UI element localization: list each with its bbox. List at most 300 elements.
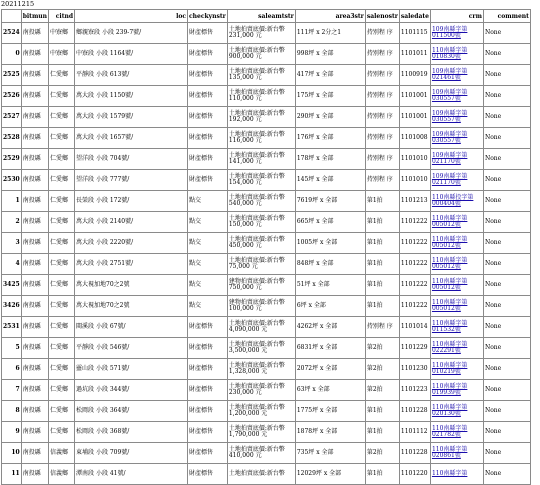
cell-index: 3425 bbox=[2, 275, 22, 296]
cell-citnd: 仁愛鄉 bbox=[49, 359, 75, 380]
column-header-checkynstr: checkynstr bbox=[188, 10, 228, 23]
cell-checkynstr: 點交 bbox=[188, 296, 228, 317]
cell-comment: None bbox=[483, 191, 530, 212]
cell-checkynstr: 財產標售 bbox=[188, 464, 228, 485]
cell-index: 4 bbox=[2, 254, 22, 275]
cell-salenostr: 第1拍 bbox=[365, 191, 399, 212]
cell-crm bbox=[430, 65, 483, 86]
cell-citnd: 仁愛鄉 bbox=[49, 422, 75, 443]
cell-citnd: 仁愛鄉 bbox=[49, 65, 75, 86]
cell-saledate: 1101222 bbox=[399, 212, 430, 233]
cell-checkynstr: 財產標售 bbox=[188, 401, 228, 422]
cell-area3str: 998坪 x 全部 bbox=[295, 44, 365, 65]
cell-area3str: 12029坪 x 全部 bbox=[295, 464, 365, 485]
cell-saledate: 1101011 bbox=[399, 44, 430, 65]
cell-citnd: 信義鄉 bbox=[49, 464, 75, 485]
crm-link[interactable]: 109南縣字第 021461號 bbox=[431, 67, 468, 81]
cell-saledate: 1101115 bbox=[399, 23, 430, 44]
cell-saleamtstr: 土地拍賣底價:新台幣 135,000 元 bbox=[227, 65, 295, 86]
cell-crm bbox=[430, 149, 483, 170]
cell-index: 2529 bbox=[2, 149, 22, 170]
cell-crm bbox=[430, 401, 483, 422]
cell-crm bbox=[430, 23, 483, 44]
cell-saledate: 1101222 bbox=[399, 275, 430, 296]
cell-index: 2527 bbox=[2, 107, 22, 128]
cell-citnd: 仁愛鄉 bbox=[49, 233, 75, 254]
table-row bbox=[2, 191, 531, 212]
cell-index: 11 bbox=[2, 464, 22, 485]
cell-crm bbox=[430, 233, 483, 254]
cell-salenostr: 持別程 序 bbox=[365, 128, 399, 149]
cell-comment: None bbox=[483, 401, 530, 422]
cell-checkynstr: 財產標售 bbox=[188, 44, 228, 65]
cell-salenostr: 第1拍 bbox=[365, 233, 399, 254]
cell-index: 8 bbox=[2, 401, 22, 422]
cell-bitmun: 南投縣 bbox=[21, 380, 48, 401]
cell-loc: 東埔段 小段 709號/ bbox=[75, 443, 188, 464]
cell-salenostr: 第1拍 bbox=[365, 422, 399, 443]
cell-checkynstr: 財產標售 bbox=[188, 443, 228, 464]
cell-bitmun: 南投縣 bbox=[21, 401, 48, 422]
cell-loc: 萬大視加地70之2號 bbox=[75, 275, 188, 296]
crm-link[interactable]: 109南縣字第 021170號 bbox=[431, 172, 468, 186]
cell-loc: 中寮段 小段 1164號/ bbox=[75, 44, 188, 65]
cell-checkynstr: 財產標售 bbox=[188, 149, 228, 170]
cell-crm bbox=[430, 380, 483, 401]
cell-crm bbox=[430, 128, 483, 149]
cell-comment: None bbox=[483, 380, 530, 401]
cell-salenostr: 第1拍 bbox=[365, 296, 399, 317]
column-header-area3str: area3str bbox=[295, 10, 365, 23]
cell-comment: None bbox=[483, 149, 530, 170]
cell-bitmun: 南投縣 bbox=[21, 296, 48, 317]
cell-citnd: 仁愛鄉 bbox=[49, 107, 75, 128]
auction-table-wrapper bbox=[1, 9, 531, 485]
cell-saleamtstr: 土地拍賣底價:新台幣 231,000 元 bbox=[227, 23, 295, 44]
cell-index: 2531 bbox=[2, 317, 22, 338]
cell-bitmun: 南投縣 bbox=[21, 359, 48, 380]
cell-saleamtstr: 土地拍賣底價:新台幣 3,500,000 元 bbox=[227, 338, 295, 359]
table-row bbox=[2, 170, 531, 191]
cell-checkynstr: 點交 bbox=[188, 233, 228, 254]
crm-link[interactable]: 110南縣字第 005012號 bbox=[431, 235, 468, 249]
cell-index: 2528 bbox=[2, 128, 22, 149]
table-row bbox=[2, 359, 531, 380]
cell-crm bbox=[430, 44, 483, 65]
cell-area3str: 1005坪 x 全部 bbox=[295, 233, 365, 254]
cell-salenostr: 第2拍 bbox=[365, 338, 399, 359]
cell-area3str: 176坪 x 全部 bbox=[295, 128, 365, 149]
cell-checkynstr: 點交 bbox=[188, 212, 228, 233]
table-row bbox=[2, 107, 531, 128]
cell-comment: None bbox=[483, 359, 530, 380]
table-row bbox=[2, 212, 531, 233]
cell-salenostr: 第1拍 bbox=[365, 212, 399, 233]
crm-link[interactable]: 110南縣字第 005012號 bbox=[431, 277, 468, 291]
cell-crm bbox=[430, 443, 483, 464]
cell-salenostr: 第2拍 bbox=[365, 359, 399, 380]
table-row bbox=[2, 401, 531, 422]
cell-saleamtstr: 土地拍賣底價:新台幣 bbox=[227, 464, 295, 485]
cell-bitmun: 南投縣 bbox=[21, 338, 48, 359]
cell-loc: 萬大視加地70之2號 bbox=[75, 296, 188, 317]
cell-crm bbox=[430, 212, 483, 233]
crm-link[interactable]: 110南縣字第 005012號 bbox=[431, 214, 468, 228]
cell-salenostr: 持別程 序 bbox=[365, 65, 399, 86]
cell-citnd: 仁愛鄉 bbox=[49, 128, 75, 149]
cell-loc: 潭南段 小段 41號/ bbox=[75, 464, 188, 485]
cell-salenostr: 持別程 序 bbox=[365, 23, 399, 44]
column-header-comment: comment bbox=[483, 10, 530, 23]
cell-checkynstr: 財產標售 bbox=[188, 317, 228, 338]
cell-saledate: 1101010 bbox=[399, 149, 430, 170]
cell-saledate: 1101008 bbox=[399, 128, 430, 149]
cell-checkynstr: 財產標售 bbox=[188, 338, 228, 359]
cell-saledate: 1101001 bbox=[399, 86, 430, 107]
cell-citnd: 仁愛鄉 bbox=[49, 380, 75, 401]
cell-checkynstr: 點交 bbox=[188, 191, 228, 212]
cell-area3str: 111坪 x 2分之1 bbox=[295, 23, 365, 44]
cell-loc: 萬大段 小段 1150號/ bbox=[75, 86, 188, 107]
cell-area3str: 6坪 x 全部 bbox=[295, 296, 365, 317]
cell-area3str: 145坪 x 全部 bbox=[295, 170, 365, 191]
cell-loc: 望洋段 小段 704號/ bbox=[75, 149, 188, 170]
cell-loc: 鄉親寮段 小段 239-7號/ bbox=[75, 23, 188, 44]
cell-saleamtstr: 土地拍賣底價:新台幣 450,000 元 bbox=[227, 233, 295, 254]
column-header-saledate: saledate bbox=[399, 10, 430, 23]
cell-crm bbox=[430, 422, 483, 443]
crm-link[interactable]: 109南縣字第 021170號 bbox=[431, 151, 468, 165]
cell-loc: 萬大段 小段 2220號/ bbox=[75, 233, 188, 254]
cell-crm bbox=[430, 317, 483, 338]
cell-bitmun: 南投縣 bbox=[21, 212, 48, 233]
cell-salenostr: 持別程 序 bbox=[365, 170, 399, 191]
cell-area3str: 51坪 x 全部 bbox=[295, 275, 365, 296]
cell-saleamtstr: 土地拍賣底價:新台幣 154,000 元 bbox=[227, 170, 295, 191]
cell-salenostr: 第1拍 bbox=[365, 401, 399, 422]
cell-area3str: 735坪 x 全部 bbox=[295, 443, 365, 464]
cell-bitmun: 南投縣 bbox=[21, 149, 48, 170]
crm-link[interactable]: 109南縣字第 030557號 bbox=[431, 109, 468, 123]
cell-comment: None bbox=[483, 275, 530, 296]
cell-saledate: 1101228 bbox=[399, 443, 430, 464]
cell-crm bbox=[430, 86, 483, 107]
table-row bbox=[2, 422, 531, 443]
cell-checkynstr: 點交 bbox=[188, 254, 228, 275]
cell-comment: None bbox=[483, 422, 530, 443]
crm-link[interactable]: 110南縣字第 005012號 bbox=[431, 256, 468, 270]
cell-saledate: 1101220 bbox=[399, 464, 430, 485]
cell-salenostr: 持別程 序 bbox=[365, 44, 399, 65]
column-header-salenostr: salenostr bbox=[365, 10, 399, 23]
cell-citnd: 仁愛鄉 bbox=[49, 149, 75, 170]
cell-saleamtstr: 土地拍賣底價:新台幣 1,328,000 元 bbox=[227, 359, 295, 380]
crm-link[interactable]: 110南縣字第 011532號 bbox=[431, 319, 468, 333]
table-header-row bbox=[2, 10, 531, 23]
cell-bitmun: 南投縣 bbox=[21, 65, 48, 86]
cell-saledate: 1101001 bbox=[399, 107, 430, 128]
cell-saledate: 1101228 bbox=[399, 401, 430, 422]
cell-saledate: 1101229 bbox=[399, 338, 430, 359]
crm-link[interactable]: 109南縣字第 011500號 bbox=[431, 25, 468, 39]
cell-area3str: 417坪 x 全部 bbox=[295, 65, 365, 86]
column-header-saleamtstr: saleamtstr bbox=[227, 10, 295, 23]
cell-saleamtstr: 土地拍賣底價:新台幣 110,000 元 bbox=[227, 86, 295, 107]
cell-salenostr: 第1拍 bbox=[365, 464, 399, 485]
cell-saleamtstr: 土地拍賣底價:新台幣 230,000 元 bbox=[227, 380, 295, 401]
crm-link[interactable]: 110南縣字第 010830號 bbox=[431, 46, 468, 60]
cell-saledate: 1101223 bbox=[399, 380, 430, 401]
table-row bbox=[2, 275, 531, 296]
column-header-index bbox=[2, 10, 22, 23]
cell-saledate: 1101230 bbox=[399, 359, 430, 380]
cell-citnd: 仁愛鄉 bbox=[49, 86, 75, 107]
cell-saledate: 1101112 bbox=[399, 422, 430, 443]
cell-citnd: 中寮鄉 bbox=[49, 23, 75, 44]
cell-salenostr: 第2拍 bbox=[365, 380, 399, 401]
cell-checkynstr: 財產標售 bbox=[188, 422, 228, 443]
cell-citnd: 仁愛鄉 bbox=[49, 254, 75, 275]
cell-loc: 萬大段 小段 2140號/ bbox=[75, 212, 188, 233]
cell-area3str: 2072坪 x 全部 bbox=[295, 359, 365, 380]
cell-saledate: 1101222 bbox=[399, 296, 430, 317]
cell-loc: 閩溪段 小段 67號/ bbox=[75, 317, 188, 338]
cell-comment: None bbox=[483, 317, 530, 338]
cell-bitmun: 南投縣 bbox=[21, 422, 48, 443]
cell-salenostr: 持別程 序 bbox=[365, 107, 399, 128]
cell-checkynstr: 財產標售 bbox=[188, 380, 228, 401]
cell-saledate: 1101014 bbox=[399, 317, 430, 338]
cell-area3str: 175坪 x 全部 bbox=[295, 86, 365, 107]
cell-area3str: 1775坪 x 全部 bbox=[295, 401, 365, 422]
cell-saleamtstr: 土地拍賣底價:新台幣 75,000 元 bbox=[227, 254, 295, 275]
table-row bbox=[2, 464, 531, 485]
cell-crm bbox=[430, 359, 483, 380]
cell-area3str: 1878坪 x 全部 bbox=[295, 422, 365, 443]
cell-saleamtstr: 土地拍賣底價:新台幣 410,000 元 bbox=[227, 443, 295, 464]
cell-index: 9 bbox=[2, 422, 22, 443]
cell-saleamtstr: 土地拍賣底價:新台幣 4,090,000 元 bbox=[227, 317, 295, 338]
cell-citnd: 仁愛鄉 bbox=[49, 191, 75, 212]
cell-salenostr: 第2拍 bbox=[365, 443, 399, 464]
cell-comment: None bbox=[483, 443, 530, 464]
cell-citnd: 仁愛鄉 bbox=[49, 401, 75, 422]
cell-loc: 松岡段 小段 364號/ bbox=[75, 401, 188, 422]
cell-comment: None bbox=[483, 86, 530, 107]
table-row bbox=[2, 149, 531, 170]
cell-citnd: 仁愛鄉 bbox=[49, 317, 75, 338]
cell-saleamtstr: 土地拍賣底價:新台幣 116,000 元 bbox=[227, 128, 295, 149]
crm-link[interactable]: 110南縣字第 bbox=[431, 469, 468, 477]
cell-crm bbox=[430, 296, 483, 317]
cell-salenostr: 持別程 序 bbox=[365, 317, 399, 338]
cell-salenostr: 持別程 序 bbox=[365, 149, 399, 170]
cell-loc: 長榮段 小段 172號/ bbox=[75, 191, 188, 212]
cell-index: 7 bbox=[2, 380, 22, 401]
cell-crm bbox=[430, 338, 483, 359]
cell-comment: None bbox=[483, 23, 530, 44]
cell-area3str: 7619坪 x 全部 bbox=[295, 191, 365, 212]
table-body bbox=[2, 23, 531, 485]
cell-comment: None bbox=[483, 254, 530, 275]
cell-loc: 萬大段 小段 1657號/ bbox=[75, 128, 188, 149]
cell-bitmun: 南投縣 bbox=[21, 275, 48, 296]
cell-index: 3426 bbox=[2, 296, 22, 317]
crm-link[interactable]: 110南縣字第 019939號 bbox=[431, 382, 468, 396]
cell-loc: 平靜段 小段 613號/ bbox=[75, 65, 188, 86]
cell-citnd: 仁愛鄉 bbox=[49, 275, 75, 296]
cell-area3str: 848坪 x 全部 bbox=[295, 254, 365, 275]
cell-bitmun: 南投縣 bbox=[21, 170, 48, 191]
cell-saledate: 1101222 bbox=[399, 233, 430, 254]
cell-area3str: 4262坪 x 全部 bbox=[295, 317, 365, 338]
cell-bitmun: 南投縣 bbox=[21, 128, 48, 149]
cell-loc: 松岡段 小段 368號/ bbox=[75, 422, 188, 443]
cell-saleamtstr: 土地拍賣底價:新台幣 192,000 元 bbox=[227, 107, 295, 128]
crm-link[interactable]: 110南縣字第 010219號 bbox=[431, 361, 468, 375]
cell-comment: None bbox=[483, 128, 530, 149]
crm-link[interactable]: 110南縣字第 020861號 bbox=[431, 445, 468, 459]
cell-citnd: 仁愛鄉 bbox=[49, 170, 75, 191]
cell-checkynstr: 財產標售 bbox=[188, 86, 228, 107]
cell-bitmun: 南投縣 bbox=[21, 191, 48, 212]
cell-saledate: 1101213 bbox=[399, 191, 430, 212]
column-header-citnd: citnd bbox=[49, 10, 75, 23]
cell-index: 1 bbox=[2, 191, 22, 212]
cell-saleamtstr: 建物拍賣底價:新台幣 750,000 元 bbox=[227, 275, 295, 296]
cell-area3str: 178坪 x 全部 bbox=[295, 149, 365, 170]
table-row bbox=[2, 338, 531, 359]
cell-loc: 過坑段 小段 344號/ bbox=[75, 380, 188, 401]
table-row bbox=[2, 254, 531, 275]
table-row bbox=[2, 23, 531, 44]
table-row bbox=[2, 86, 531, 107]
cell-citnd: 仁愛鄉 bbox=[49, 212, 75, 233]
crm-link[interactable]: 110南縣字第 005012號 bbox=[431, 298, 468, 312]
cell-saleamtstr: 土地拍賣底價:新台幣 540,000 元 bbox=[227, 191, 295, 212]
cell-index: 2525 bbox=[2, 65, 22, 86]
cell-crm bbox=[430, 254, 483, 275]
cell-comment: None bbox=[483, 170, 530, 191]
cell-bitmun: 南投縣 bbox=[21, 44, 48, 65]
cell-bitmun: 南投縣 bbox=[21, 86, 48, 107]
cell-index: 2530 bbox=[2, 170, 22, 191]
cell-area3str: 6831坪 x 全部 bbox=[295, 338, 365, 359]
table-row bbox=[2, 233, 531, 254]
table-row bbox=[2, 296, 531, 317]
cell-crm bbox=[430, 464, 483, 485]
cell-bitmun: 南投縣 bbox=[21, 317, 48, 338]
cell-saleamtstr: 土地拍賣底價:新台幣 141,000 元 bbox=[227, 149, 295, 170]
cell-crm bbox=[430, 275, 483, 296]
cell-comment: None bbox=[483, 44, 530, 65]
cell-crm bbox=[430, 107, 483, 128]
cell-loc: 望洋段 小段 777號/ bbox=[75, 170, 188, 191]
cell-checkynstr: 財產標售 bbox=[188, 23, 228, 44]
cell-index: 10 bbox=[2, 443, 22, 464]
cell-citnd: 中寮鄉 bbox=[49, 44, 75, 65]
cell-saleamtstr: 土地拍賣底價:新台幣 900,000 元 bbox=[227, 44, 295, 65]
crm-link[interactable]: 109南縣字第 030557號 bbox=[431, 130, 468, 144]
cell-index: 6 bbox=[2, 359, 22, 380]
cell-index: 2 bbox=[2, 212, 22, 233]
cell-bitmun: 南投縣 bbox=[21, 23, 48, 44]
cell-loc: 萬大段 小段 1579號/ bbox=[75, 107, 188, 128]
cell-checkynstr: 財產標售 bbox=[188, 359, 228, 380]
cell-comment: None bbox=[483, 212, 530, 233]
cell-comment: None bbox=[483, 464, 530, 485]
cell-bitmun: 南投縣 bbox=[21, 254, 48, 275]
cell-area3str: 290坪 x 全部 bbox=[295, 107, 365, 128]
crm-link[interactable]: 110南縣字第 020130號 bbox=[431, 403, 468, 417]
cell-citnd: 仁愛鄉 bbox=[49, 296, 75, 317]
cell-comment: None bbox=[483, 107, 530, 128]
cell-comment: None bbox=[483, 296, 530, 317]
cell-checkynstr: 財產標售 bbox=[188, 128, 228, 149]
table-row bbox=[2, 65, 531, 86]
cell-index: 2524 bbox=[2, 23, 22, 44]
cell-area3str: 665坪 x 全部 bbox=[295, 212, 365, 233]
cell-saledate: 1101010 bbox=[399, 170, 430, 191]
cell-saleamtstr: 土地拍賣底價:新台幣 1,200,000 元 bbox=[227, 401, 295, 422]
cell-comment: None bbox=[483, 233, 530, 254]
table-row bbox=[2, 443, 531, 464]
cell-bitmun: 南投縣 bbox=[21, 443, 48, 464]
crm-link[interactable]: 109南縣字第 030557號 bbox=[431, 88, 468, 102]
table-row bbox=[2, 44, 531, 65]
cell-crm bbox=[430, 170, 483, 191]
cell-bitmun: 南投縣 bbox=[21, 464, 48, 485]
cell-index: 5 bbox=[2, 338, 22, 359]
crm-link[interactable]: 110南縣投字第 000404號 bbox=[431, 193, 474, 207]
cell-saledate: 1100919 bbox=[399, 65, 430, 86]
cell-loc: 平靜段 小段 546號/ bbox=[75, 338, 188, 359]
cell-checkynstr: 財產標售 bbox=[188, 65, 228, 86]
cell-loc: 靈山段 小段 571號/ bbox=[75, 359, 188, 380]
cell-checkynstr: 財產標售 bbox=[188, 170, 228, 191]
cell-salenostr: 第1拍 bbox=[365, 254, 399, 275]
cell-index: 3 bbox=[2, 233, 22, 254]
cell-index: 2526 bbox=[2, 86, 22, 107]
cell-comment: None bbox=[483, 338, 530, 359]
auction-table bbox=[1, 9, 531, 485]
table-row bbox=[2, 317, 531, 338]
cell-salenostr: 持別程 序 bbox=[365, 86, 399, 107]
cell-checkynstr: 點交 bbox=[188, 275, 228, 296]
cell-loc: 萬大段 小段 2751號/ bbox=[75, 254, 188, 275]
column-header-crm: crm bbox=[430, 10, 483, 23]
cell-crm bbox=[430, 191, 483, 212]
column-header-bitmun: bitmun bbox=[21, 10, 48, 23]
cell-salenostr: 第1拍 bbox=[365, 275, 399, 296]
crm-link[interactable]: 110南縣字第 022291號 bbox=[431, 340, 468, 354]
cell-comment: None bbox=[483, 65, 530, 86]
cell-area3str: 63坪 x 全部 bbox=[295, 380, 365, 401]
table-row bbox=[2, 128, 531, 149]
cell-bitmun: 南投縣 bbox=[21, 233, 48, 254]
cell-citnd: 仁愛鄉 bbox=[49, 338, 75, 359]
cell-index: 0 bbox=[2, 44, 22, 65]
cell-checkynstr: 財產標售 bbox=[188, 107, 228, 128]
cell-citnd: 信義鄉 bbox=[49, 443, 75, 464]
table-row bbox=[2, 380, 531, 401]
cell-bitmun: 南投縣 bbox=[21, 107, 48, 128]
column-header-loc: loc bbox=[75, 10, 188, 23]
cell-saleamtstr: 土地拍賣底價:新台幣 1,790,000 元 bbox=[227, 422, 295, 443]
cell-saledate: 1101222 bbox=[399, 254, 430, 275]
crm-link[interactable]: 110南縣字第 021782號 bbox=[431, 424, 468, 438]
report-date: 20211215 bbox=[1, 0, 35, 8]
